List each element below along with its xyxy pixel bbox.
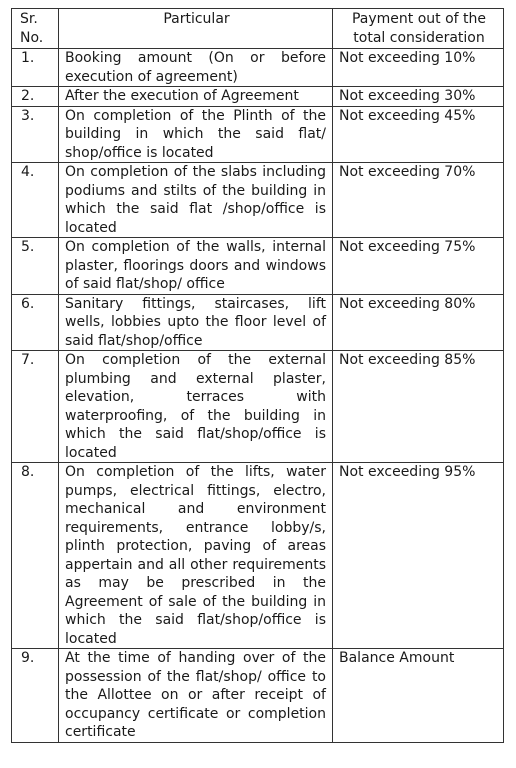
row-particular: Sanitary fittings, staircases, lift wells, lobbies upto the floor level of said flat/shop/office: [59, 294, 333, 351]
row-particular: After the execution of Agreement: [59, 87, 333, 107]
row-payment: Not exceeding 95%: [333, 463, 504, 649]
row-particular: At the time of handing over of the possession of the flat/shop/ office to the Allottee on or after receipt of occupancy certificate or completion certificate: [59, 649, 333, 743]
table-row: [12, 106, 504, 163]
header-sr-line2: No.: [20, 29, 44, 46]
table-row: [12, 649, 504, 743]
row-payment: Not exceeding 30%: [333, 87, 504, 107]
table-row: [12, 238, 504, 295]
row-sr-no: 1.: [12, 49, 59, 87]
row-payment: Balance Amount: [333, 649, 504, 743]
row-sr-no: 9.: [12, 649, 59, 743]
header-particular: Particular: [59, 9, 333, 49]
row-payment: Not exceeding 75%: [333, 238, 504, 295]
header-payment-line2: total consideration: [353, 29, 485, 46]
header-sr-line1: Sr.: [20, 11, 38, 27]
row-sr-no: 3.: [12, 106, 59, 163]
row-sr-no: 2.: [12, 87, 59, 107]
row-sr-no: 7.: [12, 351, 59, 463]
header-row: [12, 9, 504, 49]
row-sr-no: 4.: [12, 163, 59, 238]
row-payment: Not exceeding 45%: [333, 106, 504, 163]
header-payment: [333, 9, 504, 49]
header-sr-no: [12, 9, 59, 49]
table-row: [12, 463, 504, 649]
row-payment: Not exceeding 70%: [333, 163, 504, 238]
row-payment: Not exceeding 85%: [333, 351, 504, 463]
row-particular: On completion of the lifts, water pumps, electrical fittings, electro, mechanical and environment requirements, entrance lobby/s, plinth protection, paving of areas appertain and all other requirements as may be prescribed in the Agreement of sale of the building in which the said flat/shop/office is located: [59, 463, 333, 649]
table-row: [12, 163, 504, 238]
table-row: [12, 294, 504, 351]
row-particular: On completion of the slabs including podiums and stilts of the building in which the said flat /shop/office is located: [59, 163, 333, 238]
row-payment: Not exceeding 10%: [333, 49, 504, 87]
table-row: [12, 49, 504, 87]
table-row: [12, 87, 504, 107]
header-payment-line1: Payment out of the: [351, 11, 487, 27]
row-sr-no: 5.: [12, 238, 59, 295]
row-sr-no: 8.: [12, 463, 59, 649]
payment-schedule-table: [11, 8, 504, 743]
row-particular: On completion of the Plinth of the building in which the said flat/ shop/office is located: [59, 106, 333, 163]
table-row: [12, 351, 504, 463]
row-payment: Not exceeding 80%: [333, 294, 504, 351]
row-particular: On completion of the walls, internal plaster, floorings doors and windows of said flat/shop/ office: [59, 238, 333, 295]
row-particular: On completion of the external plumbing and external plaster, elevation, terraces with waterproofing, of the building in which the said flat/shop/office is located: [59, 351, 333, 463]
row-particular: Booking amount (On or before execution of agreement): [59, 49, 333, 87]
row-sr-no: 6.: [12, 294, 59, 351]
